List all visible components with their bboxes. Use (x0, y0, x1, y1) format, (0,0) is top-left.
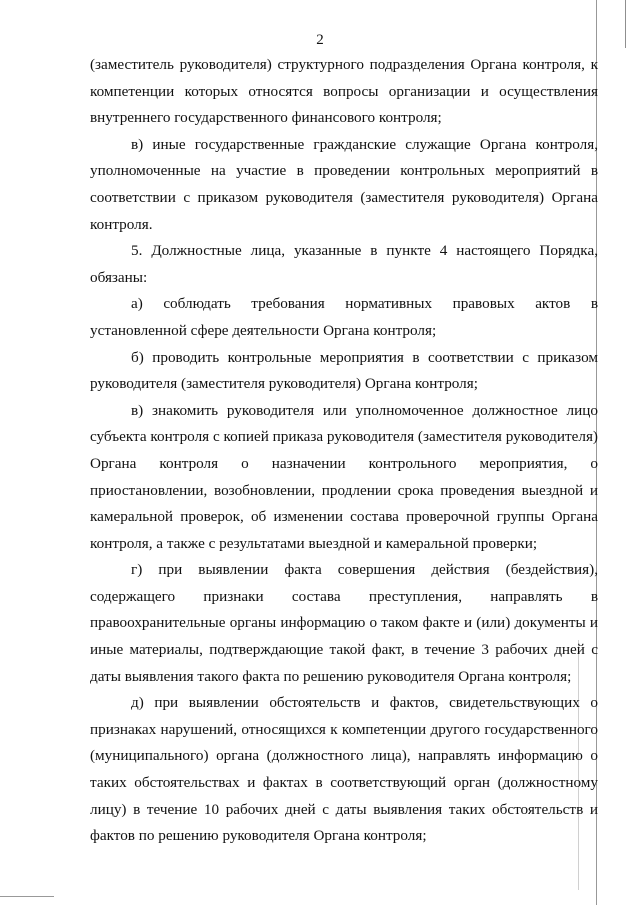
scan-artifact-bottom-mark (0, 896, 54, 897)
paragraph-item-v: в) знакомить руководителя или уполномоченное должностное лицо субъекта контроля с копией приказа руководителя (заместителя руководителя) Органа контроля о назначении контрольного мероприятия, о приостановлении, возобновлении, продлении срока проведения выездной и камеральной проверок, об изменении состава проверочной группы Органа контроля, а также с результатами выездной и камеральной проверки; (90, 401, 598, 552)
paragraph-continuation: (заместитель руководителя) структурного подразделения Органа контроля, к компетенции которых относятся вопросы организации и осуществления внутреннего государственного финансового контроля; (90, 56, 598, 127)
paragraph-item-d: д) при выявлении обстоятельств и фактов, свидетельствующих о признаках нарушений, относящихся к компетенции другого государственного (муниципального) органа (должностного лица), направлять информацию о таких обстоятельствах и фактах в соответствующий орган (должностному лицу) в течение 10 рабочих дней с даты выявления таких обстоятельств и фактов по решению руководителя Органа контроля; (90, 694, 598, 845)
paragraph-item-a: а) соблюдать требования нормативных правовых актов в установленной сфере деятельности Органа контроля; (90, 295, 598, 339)
paragraph-item-g: г) при выявлении факта совершения действия (бездействия), содержащего признаки состава преступления, направлять в правоохранительные органы информацию о таком факте и (или) документы и иные материалы, подтверждающие такой факт, в течение 3 рабочих дней с даты выявления такого факта по решению руководителя Органа контроля; (90, 561, 598, 685)
paragraph-clause-5: 5. Должностные лица, указанные в пункте 4 настоящего Порядка, обязаны: (90, 242, 598, 286)
paragraph-item-v-civil-servants: в) иные государственные гражданские служащие Органа контроля, уполномоченные на участие в проведении контрольных мероприятий в соответствии с приказом руководителя (заместителя руководителя) Органа контроля. (90, 135, 598, 233)
paragraph-item-b: б) проводить контрольные мероприятия в соответствии с приказом руководителя (заместителя руководителя) Органа контроля; (90, 348, 598, 393)
page-number: 2 (316, 32, 324, 48)
document-body (90, 52, 598, 850)
